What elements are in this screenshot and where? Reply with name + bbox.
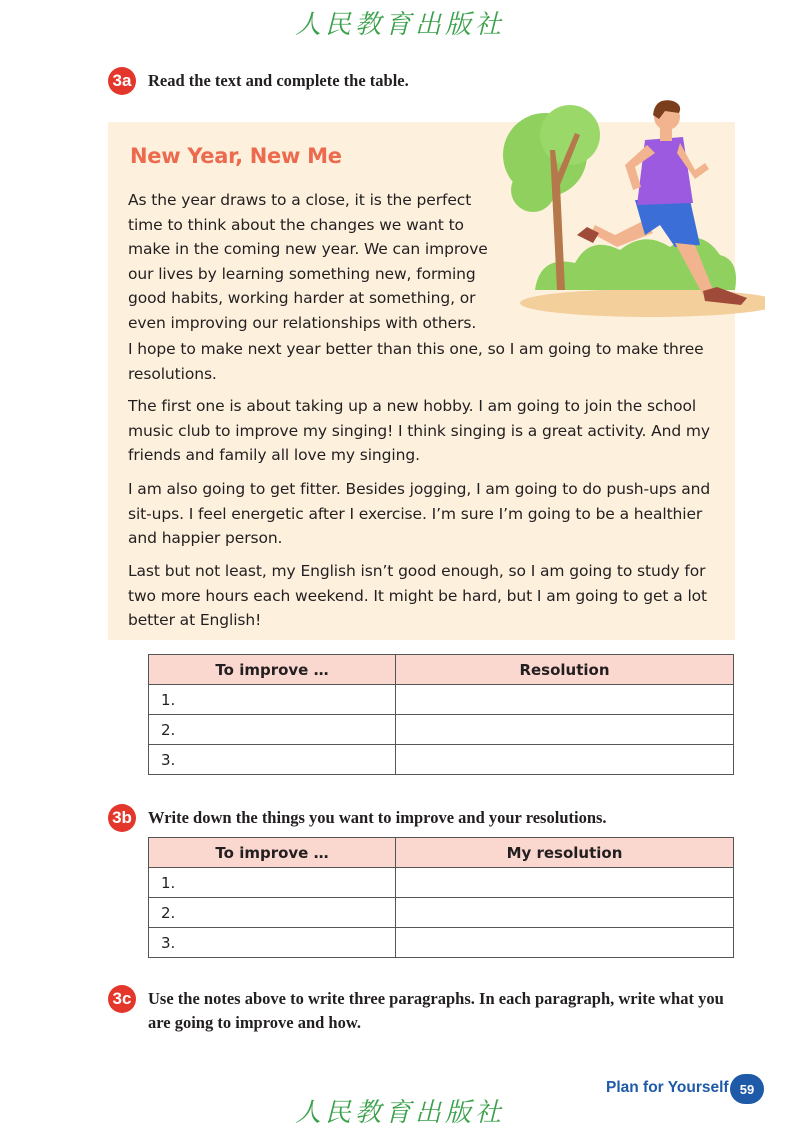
- table-row: [149, 898, 734, 928]
- task-instruction-3a: Read the text and complete the table.: [148, 71, 409, 90]
- article-title: New Year, New Me: [130, 144, 342, 168]
- task-badge-3c: 3c: [108, 985, 136, 1013]
- my-resolution-table: [148, 837, 734, 958]
- publisher-watermark-bottom: 人民教育出版社: [294, 1098, 505, 1128]
- task-badge-3b: 3b: [108, 804, 136, 832]
- table-row: [149, 745, 734, 775]
- task-instruction-3c: Use the notes above to write three paragraphs. In each paragraph, write what you are going to improve and how.: [148, 989, 724, 1032]
- article-paragraph-2: I hope to make next year better than this one, so I am going to make three resolutions.: [128, 340, 704, 383]
- row-number: 3.: [149, 745, 396, 775]
- article-paragraph-1: As the year draws to a close, it is the perfect time to think about the changes we want to make in the coming new year. We can improve our lives by learning something new, forming good habits, working harder at something, or even improving our relationships with others.: [128, 191, 488, 332]
- table-header-row: [149, 655, 734, 685]
- row-number: 1.: [149, 868, 396, 898]
- table-row: [149, 685, 734, 715]
- task-3a: [108, 67, 409, 95]
- row-number: 2.: [149, 898, 396, 928]
- page-number: 59: [730, 1074, 764, 1104]
- publisher-watermark-top: 人民教育出版社: [294, 10, 505, 40]
- task-badge-3a: 3a: [108, 67, 136, 95]
- answer-cell[interactable]: [396, 898, 734, 928]
- row-number: 1.: [149, 685, 396, 715]
- resolution-table: [148, 654, 734, 775]
- column-header: Resolution: [396, 655, 734, 685]
- table-header-row: [149, 838, 734, 868]
- answer-cell[interactable]: [396, 745, 734, 775]
- answer-cell[interactable]: [396, 715, 734, 745]
- table-row: [149, 928, 734, 958]
- article-paragraph-5: Last but not least, my English isn’t good enough, so I am going to study for two more hours each weekend. It might be hard, but I am going to get a lot better at English!: [128, 562, 708, 629]
- article-paragraph-4: I am also going to get fitter. Besides jogging, I am going to do push-ups and sit-ups. I feel energetic after I exercise. I’m sure I’m going to be a healthier and happier person.: [128, 480, 711, 547]
- jogging-man-illustration: [495, 95, 765, 320]
- table-row: [149, 868, 734, 898]
- table-row: [149, 715, 734, 745]
- answer-cell[interactable]: [396, 685, 734, 715]
- answer-cell[interactable]: [396, 928, 734, 958]
- column-header: To improve …: [149, 655, 396, 685]
- task-3c: [108, 985, 748, 1035]
- row-number: 2.: [149, 715, 396, 745]
- column-header: To improve …: [149, 838, 396, 868]
- section-title: Plan for Yourself: [606, 1079, 729, 1096]
- row-number: 3.: [149, 928, 396, 958]
- article-paragraph-3: The first one is about taking up a new hobby. I am going to join the school music club to improve my singing! I think singing is a great activity. And my friends and family all love my singing.: [128, 397, 710, 464]
- task-3b: [108, 804, 607, 832]
- answer-cell[interactable]: [396, 868, 734, 898]
- column-header: My resolution: [396, 838, 734, 868]
- task-instruction-3b: Write down the things you want to improve and your resolutions.: [148, 808, 607, 827]
